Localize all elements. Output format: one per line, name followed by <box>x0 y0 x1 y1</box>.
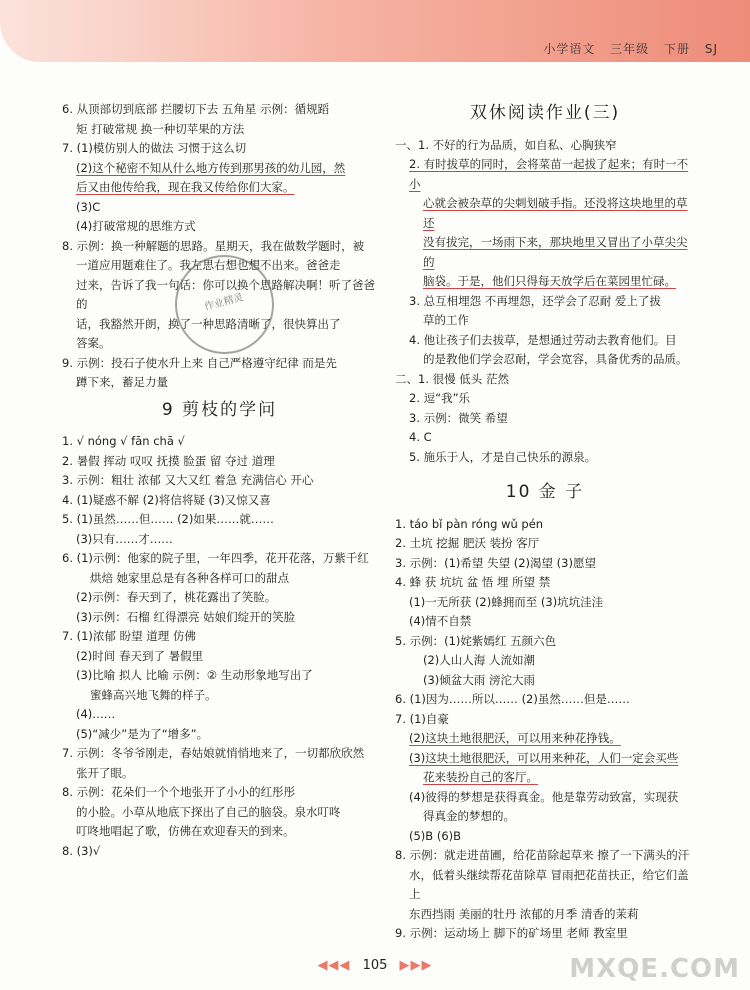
grade-label: 三年级 <box>610 42 650 56</box>
answer-line: (2)这个秘密不知从什么地方传到那男孩的幼儿园，然 <box>76 160 346 175</box>
answer-line: 4. 他让孩子们去拔草，是想通过劳动去教育他们。目 <box>409 332 677 347</box>
answer-line: (3)比喻 拟人 比喻 示例：② 生动形象地写出了 <box>76 668 313 682</box>
answer-line: 5. 示例：(1)姹紫嫣红 五颜六色 <box>395 633 557 648</box>
answer-line: 烘焙 她家里总是有各种各样可口的甜点 <box>90 570 290 585</box>
answer-line: 8. 示例：换一种解题的思路。星期天，我在做数学题时，被 <box>62 238 365 253</box>
answer-line: 6. 从顶部切到底部 拦腰切下去 五角星 示例：循规蹈 <box>62 102 330 116</box>
answer-line: (2)示例：春天到了，桃花露出了笑脸。 <box>76 590 277 604</box>
answer-line: (3)这块土地很肥沃，可以用来种花，人们一定会买些 <box>409 750 679 765</box>
answer-line: 7. (1)浓郁 盼望 道理 仿佛 <box>62 629 196 643</box>
edition-label: SJ <box>704 42 718 56</box>
answer-line: 7. (1)自豪 <box>395 711 449 726</box>
answer-line: 3. 示例：微笑 希望 <box>409 410 508 425</box>
header-info <box>533 40 718 57</box>
answer-line: 脑袋。于是，他们只得每天放学后在菜园里忙碌。 <box>423 274 676 288</box>
answer-line: 8. 示例：花朵们一个个地张开了小小的红彤彤 <box>62 785 296 799</box>
answer-line: 9. 示例：投石子使水升上来 自己严格遵守纪律 而是先 <box>62 355 337 370</box>
watermark: MXQE.COM <box>569 954 740 984</box>
section-title: 10 金 子 <box>505 482 585 502</box>
subject-label: 小学语文 <box>543 42 596 56</box>
answer-line: 5. 施乐于人，才是自己快乐的源泉。 <box>409 449 597 464</box>
answer-line: 4. (1)疑惑不解 (2)将信将疑 (3)又惊又喜 <box>62 492 271 507</box>
answer-line: 8. (3)√ <box>62 843 101 858</box>
answer-line: 1. táo bǐ pàn róng wǔ pén <box>395 516 544 531</box>
section-title: 双休阅读作业(三) <box>469 103 621 123</box>
answer-line: 3. 总互相埋怨 不再埋怨，还学会了忍耐 爱上了拔 <box>409 293 661 308</box>
answer-line: 答案。 <box>76 336 111 350</box>
answer-line: 矩 打破常规 换一种切苹果的方法 <box>76 121 245 136</box>
answer-line: (4)打破常规的思维方式 <box>76 219 196 233</box>
answer-line: (4)彼得的梦想是获得真金。他是靠劳动致富，实现获 <box>409 789 679 804</box>
answer-line: 7. (1)模仿别人的做法 习惯于这么切 <box>62 141 247 155</box>
section-title: 9 剪枝的学问 <box>161 399 278 420</box>
answer-line: 7. 示例：冬爷爷刚走，春姑娘就悄悄地来了，一切都欣欣然 <box>62 746 365 760</box>
answer-line: 的是教他们学会忍耐，学会宽容，具备优秀的品质。 <box>423 352 688 366</box>
answer-line: 6. (1)因为……所以…… (2)虽然……但是…… <box>395 692 630 706</box>
answer-line: 花来装扮自己的客厅。 <box>423 770 538 784</box>
answer-line: 水，低着头继续帮花苗除草 冒雨把花苗扶正，给它们盖上 <box>409 867 689 901</box>
answer-line: 8. 示例：就走进苗圃，给花苗除起草来 擦了一下满头的汗 <box>395 848 690 862</box>
term-label: 下册 <box>664 42 691 56</box>
answer-line: (2)时间 春天到了 暑假里 <box>76 648 204 663</box>
answer-line: 3. 示例：(1)希望 失望 (2)渴望 (3)愿望 <box>395 555 596 570</box>
answer-line: 2. 逗“我”乐 <box>409 391 471 405</box>
next-arrows-icon: ▶▶▶ <box>399 958 433 973</box>
answer-line: 2. 土坑 挖掘 肥沃 装扮 客厅 <box>395 536 540 550</box>
answer-line: 一、1. 不好的行为品质，如自私、心胸狭窄 <box>395 137 617 152</box>
answer-line: 没有拔完，一场雨下来，那块地里又冒出了小草尖尖的 <box>423 235 688 269</box>
answer-line: (3)只有……才…… <box>76 531 173 546</box>
answer-line: 叮咚地唱起了歌，仿佛在欢迎春天的到来。 <box>76 824 295 838</box>
answer-line: (3)C <box>76 199 101 214</box>
right-column <box>395 100 695 944</box>
answer-line: 的小脸。小草从地底下探出了自己的脑袋。泉水叮咚 <box>76 804 341 819</box>
answer-line: 2. 有时拔草的同时，会将菜苗一起拔了起来；有时一不小 <box>409 157 689 191</box>
answer-line: 二、1. 很慢 低头 茫然 <box>395 371 509 386</box>
answer-line: 5. (1)虽然……但…… (2)如果……就…… <box>62 512 274 526</box>
answer-line: 心就会被杂草的尖刺划破手指。还没将这块地里的草还 <box>423 196 688 230</box>
answer-line: 得真金的梦想的。 <box>423 809 515 823</box>
answer-line: 4. C <box>409 430 432 444</box>
answer-line: 张开了眼。 <box>76 765 134 780</box>
answer-line: 草的工作 <box>423 313 469 327</box>
page-number: 105 <box>362 958 388 973</box>
answer-line: 蜜蜂高兴地飞舞的样子。 <box>90 687 217 702</box>
answer-line: (2)人山人海 人流如潮 <box>423 653 535 667</box>
stamp-text: 作业精灵 <box>203 292 245 314</box>
answer-line: (1)一无所获 (2)蜂拥而至 (3)坑坑洼洼 <box>409 594 604 609</box>
answer-line: (4)情不自禁 <box>409 614 472 628</box>
answer-line: 蹲下来，蓄足力量 <box>76 375 168 389</box>
answer-line: (4)…… <box>76 707 116 721</box>
left-column <box>62 100 377 861</box>
answer-line: 1. √ nóng √ fān chā √ <box>62 434 185 448</box>
answer-line: 9. 示例：运动场上 脚下的矿场里 老师 教室里 <box>395 926 628 940</box>
answer-line: 4. 蜂 获 坑坑 盆 悟 埋 所望 禁 <box>395 575 551 589</box>
answer-line: 过来，告诉了我一句话：你可以换个思路解决啊！听了爸爸的 <box>76 277 375 311</box>
answer-line: (2)这块土地很肥沃，可以用来种花挣钱。 <box>409 731 621 745</box>
answer-line: (3)示例：石榴 红得漂亮 姑娘们绽开的笑脸 <box>76 609 296 624</box>
answer-line: 后又由他传给我，现在我又传给你们大家。 <box>76 180 295 194</box>
answer-line: (5)“减少”是为了“增多”。 <box>76 726 209 741</box>
answer-line: 6. (1)示例：他家的院子里，一年四季，花开花落，万紫千红 <box>62 551 369 565</box>
answer-line: (5)B (6)B <box>409 828 462 843</box>
prev-arrows-icon: ◀◀◀ <box>317 958 351 973</box>
answer-line: 3. 示例：粗壮 浓郁 又大又红 着急 充满信心 开心 <box>62 473 314 487</box>
answer-line: 东西挡雨 美丽的牡丹 浓郁的月季 清香的茉莉 <box>409 906 639 921</box>
answer-line: 2. 暑假 挥动 叹叹 抚摸 脸蛋 留 夺过 道理 <box>62 453 275 468</box>
answer-line: (3)倾盆大雨 滂沱大雨 <box>423 672 535 687</box>
answer-line: 话，我豁然开朗，换了一种思路清晰了，很快算出了 <box>76 316 341 331</box>
answer-line: 一道应用题难住了。我左思右想也想不出来。爸爸走 <box>76 258 341 272</box>
